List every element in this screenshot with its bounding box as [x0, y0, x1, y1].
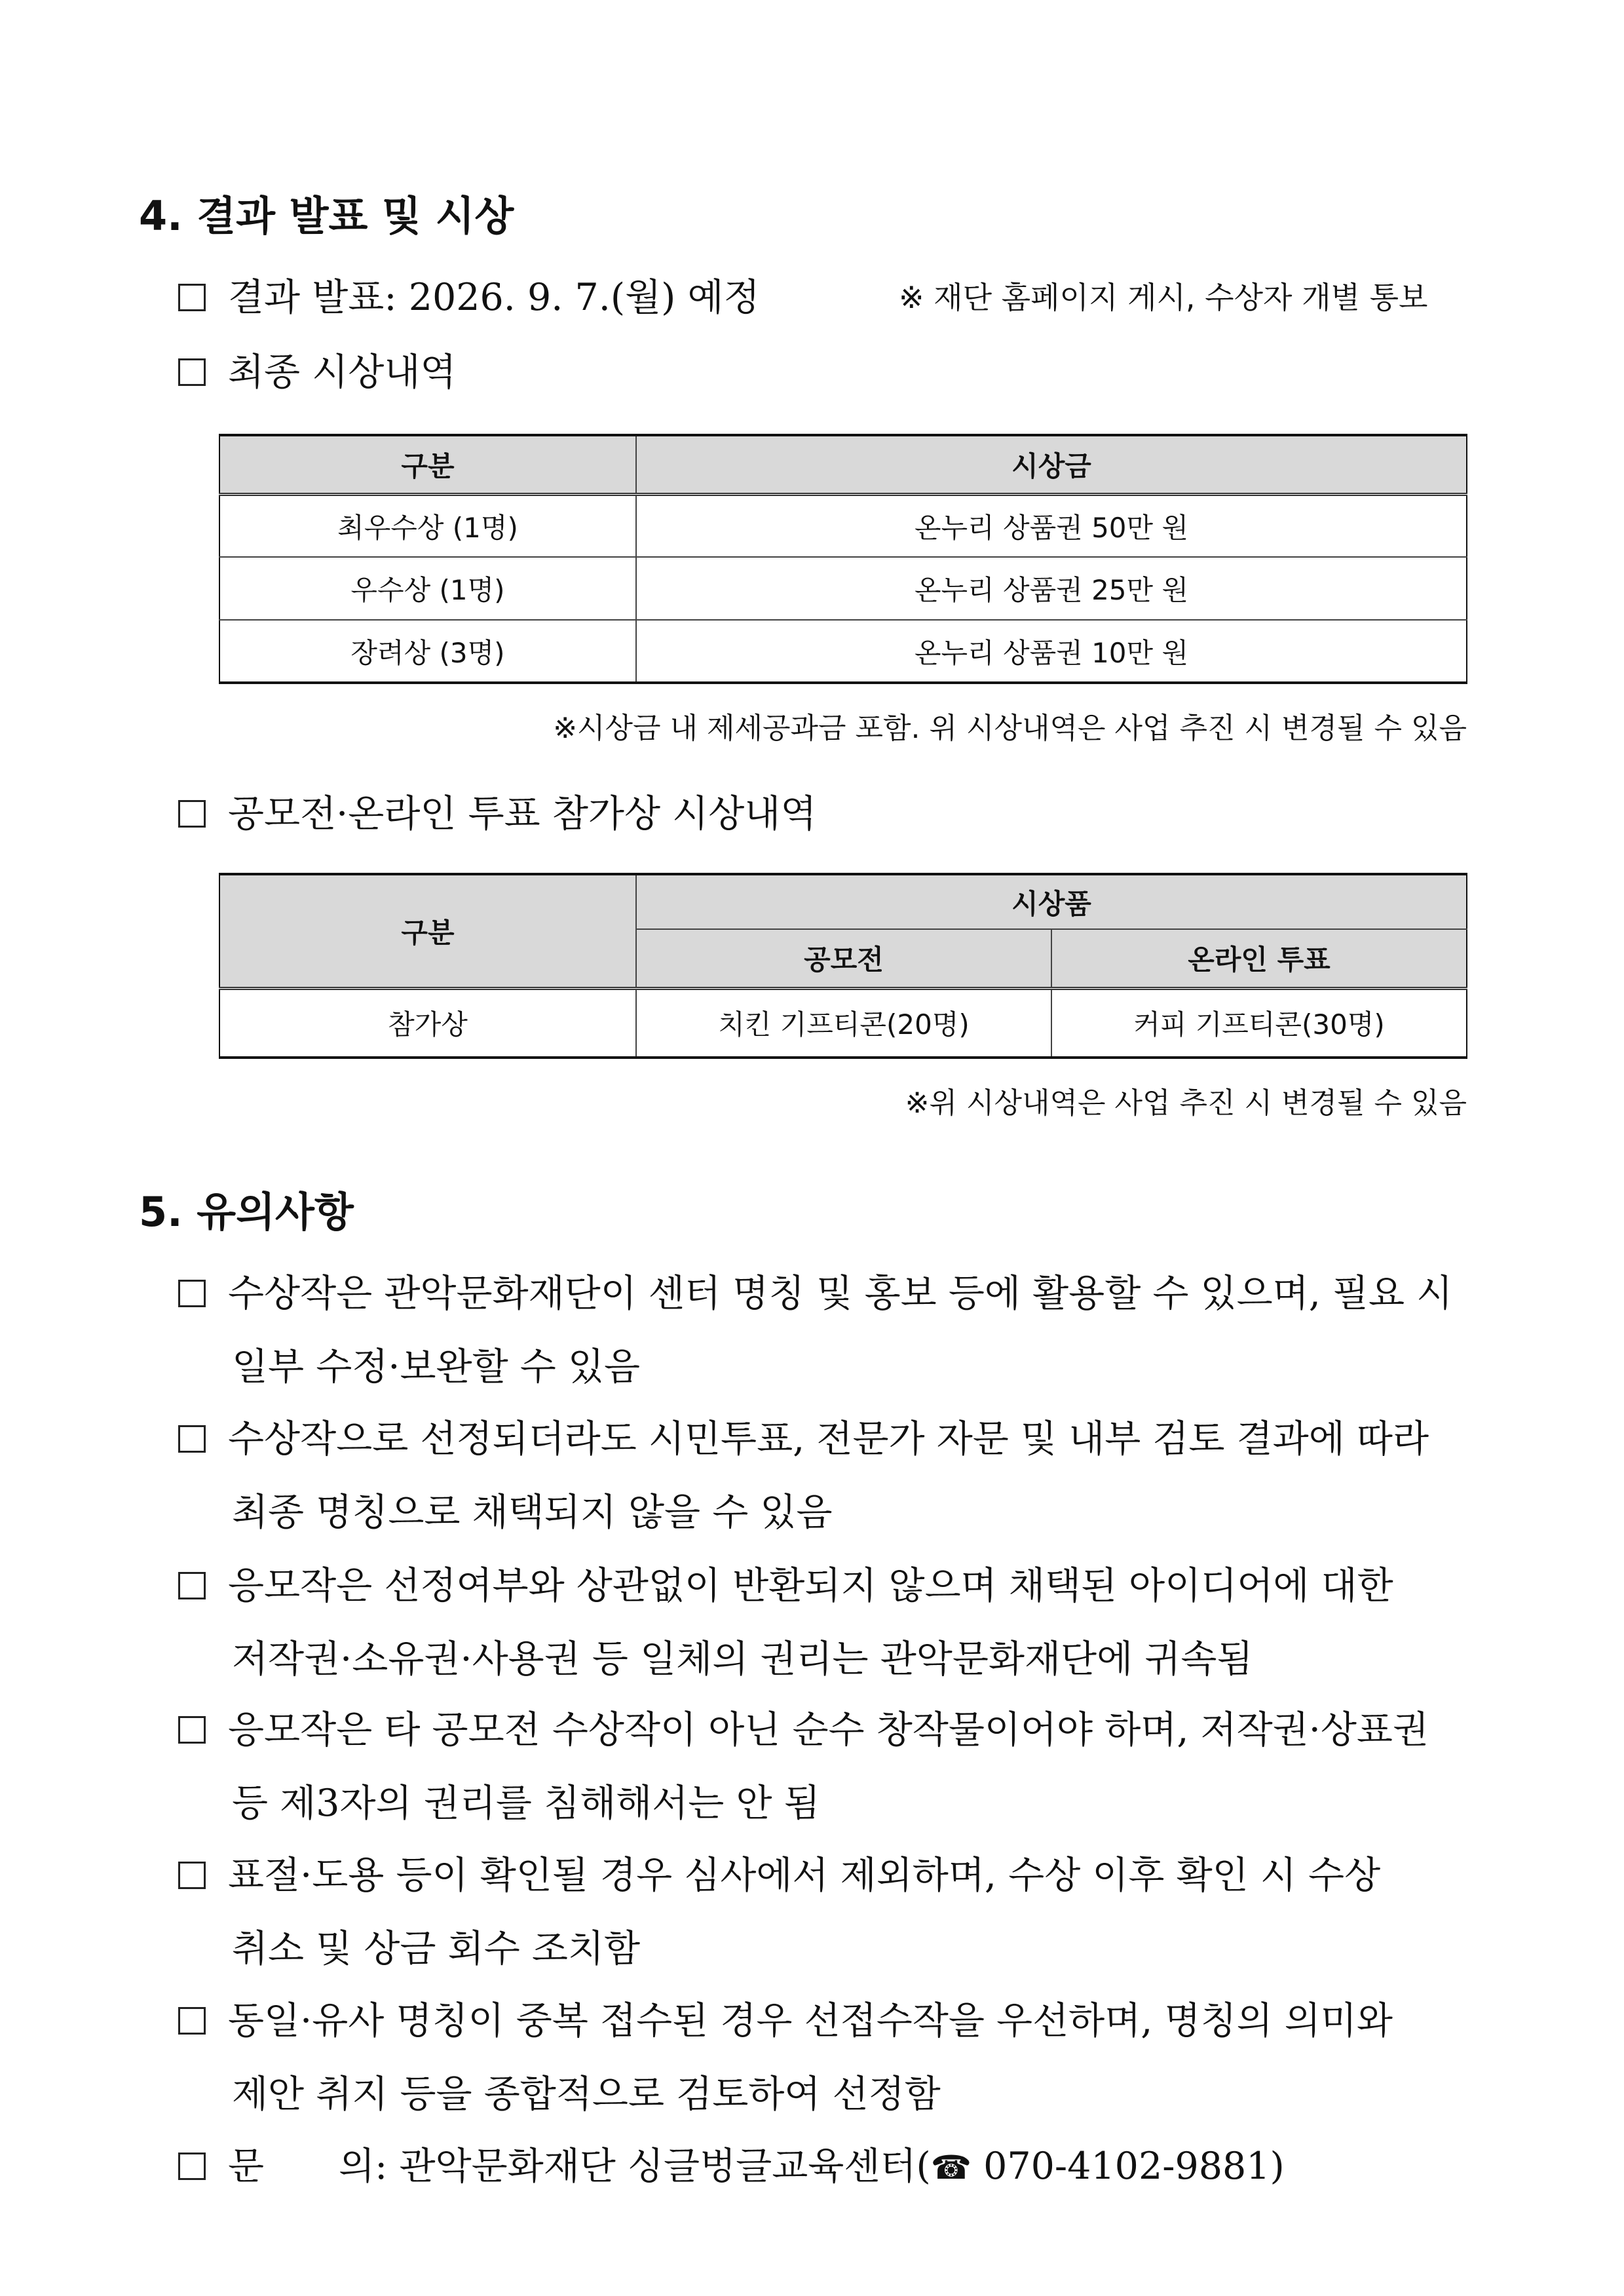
- section-title-5: 5. 유의사항: [139, 1188, 354, 1236]
- announce-text: 결과 발표: 2026. 9. 7.(월) 예정: [228, 276, 760, 319]
- contact-label: 문 의:: [228, 2145, 388, 2188]
- notice-text: 응모작은 타 공모전 수상작이 아닌 순수 창작물이어야 하며, 저작권·상표권: [228, 1708, 1429, 1751]
- header-category: 구분: [219, 874, 636, 988]
- final-awards-title: 최종 시상내역: [228, 351, 457, 394]
- contact-item: [178, 2143, 1285, 2191]
- participation-table: [219, 873, 1467, 1059]
- section-title-4: 4. 결과 발표 및 시상: [139, 192, 514, 240]
- announce-item: [178, 274, 760, 321]
- checkbox-icon: [178, 358, 206, 386]
- award-name: 참가상: [219, 988, 636, 1058]
- notice-item-5: [178, 1852, 1380, 1899]
- phone-icon: ☎: [930, 2149, 972, 2187]
- award-name: 최우수상 (1명): [219, 494, 636, 557]
- participation-note: ※위 시상내역은 사업 추진 시 변경될 수 있음: [905, 1086, 1467, 1120]
- table-header-row: [219, 435, 1467, 494]
- header-prize-item: 시상품: [636, 874, 1467, 929]
- notice-text: 수상작은 관악문화재단이 센터 명칭 및 홍보 등에 활용할 수 있으며, 필요 시: [228, 1272, 1453, 1315]
- subheader-contest: 공모전: [636, 929, 1051, 988]
- table-row: [219, 988, 1467, 1058]
- notice-item-3: [178, 1562, 1393, 1609]
- notice-text-cont: 일부 수정·보완할 수 있음: [232, 1345, 641, 1388]
- notice-text: 수상작으로 선정되더라도 시민투표, 전문가 자문 및 내부 검토 결과에 따라: [228, 1417, 1429, 1461]
- notice-text-cont: 저작권·소유권·사용권 등 일체의 권리는 관악문화재단에 귀속됨: [232, 1637, 1253, 1681]
- table-row: [219, 557, 1467, 620]
- contact-org: 관악문화재단 싱글벙글교육센터(: [399, 2145, 931, 2188]
- final-awards-note: ※시상금 내 제세공과금 포함. 위 시상내역은 사업 추진 시 변경될 수 있음: [553, 712, 1467, 745]
- checkbox-icon: [178, 800, 206, 828]
- final-awards-item: [178, 349, 457, 396]
- notice-item-4: [178, 1706, 1429, 1753]
- table-row: [219, 494, 1467, 557]
- checkbox-icon: [178, 1425, 206, 1453]
- final-awards-table: [219, 434, 1467, 684]
- notice-item-2: [178, 1415, 1429, 1463]
- notice-text: 응모작은 선정여부와 상관없이 반환되지 않으며 채택된 아이디어에 대한: [228, 1564, 1393, 1607]
- notice-text-cont: 최종 명칭으로 채택되지 않을 수 있음: [232, 1491, 833, 1534]
- notice-text-cont: 등 제3자의 권리를 침해해서는 안 됨: [232, 1782, 820, 1825]
- award-name: 우수상 (1명): [219, 557, 636, 620]
- contact-phone: 070-4102-9881): [983, 2145, 1285, 2188]
- notice-item-1: [178, 1270, 1452, 1317]
- notice-text: 표절·도용 등이 확인될 경우 심사에서 제외하며, 수상 이후 확인 시 수상: [228, 1854, 1381, 1897]
- checkbox-icon: [178, 1862, 206, 1889]
- award-prize: 온누리 상품권 10만 원: [636, 620, 1467, 683]
- award-name: 장려상 (3명): [219, 620, 636, 683]
- notice-text-cont: 제안 취지 등을 종합적으로 검토하여 선정함: [232, 2073, 941, 2116]
- participation-item: [178, 790, 816, 837]
- checkbox-icon: [178, 1572, 206, 1599]
- table-header-row: [219, 874, 1467, 929]
- table-row: [219, 620, 1467, 683]
- notice-item-6: [178, 1997, 1393, 2044]
- award-prize: 온누리 상품권 25만 원: [636, 557, 1467, 620]
- header-category: 구분: [219, 435, 636, 494]
- checkbox-icon: [178, 1280, 206, 1307]
- notice-text-cont: 취소 및 상금 회수 조치함: [232, 1927, 641, 1970]
- participation-title: 공모전·온라인 투표 참가상 시상내역: [228, 792, 817, 835]
- header-prize-money: 시상금: [636, 435, 1467, 494]
- award-prize: 온누리 상품권 50만 원: [636, 494, 1467, 557]
- checkbox-icon: [178, 2007, 206, 2035]
- announce-note: ※ 재단 홈페이지 게시, 수상자 개별 통보: [899, 280, 1428, 315]
- contest-prize: 치킨 기프티콘(20명): [636, 988, 1051, 1058]
- subheader-online-vote: 온라인 투표: [1051, 929, 1467, 988]
- checkbox-icon: [178, 2152, 206, 2180]
- checkbox-icon: [178, 1716, 206, 1744]
- checkbox-icon: [178, 284, 206, 311]
- vote-prize: 커피 기프티콘(30명): [1051, 988, 1467, 1058]
- notice-text: 동일·유사 명칭이 중복 접수된 경우 선접수작을 우선하며, 명칭의 의미와: [228, 1999, 1393, 2042]
